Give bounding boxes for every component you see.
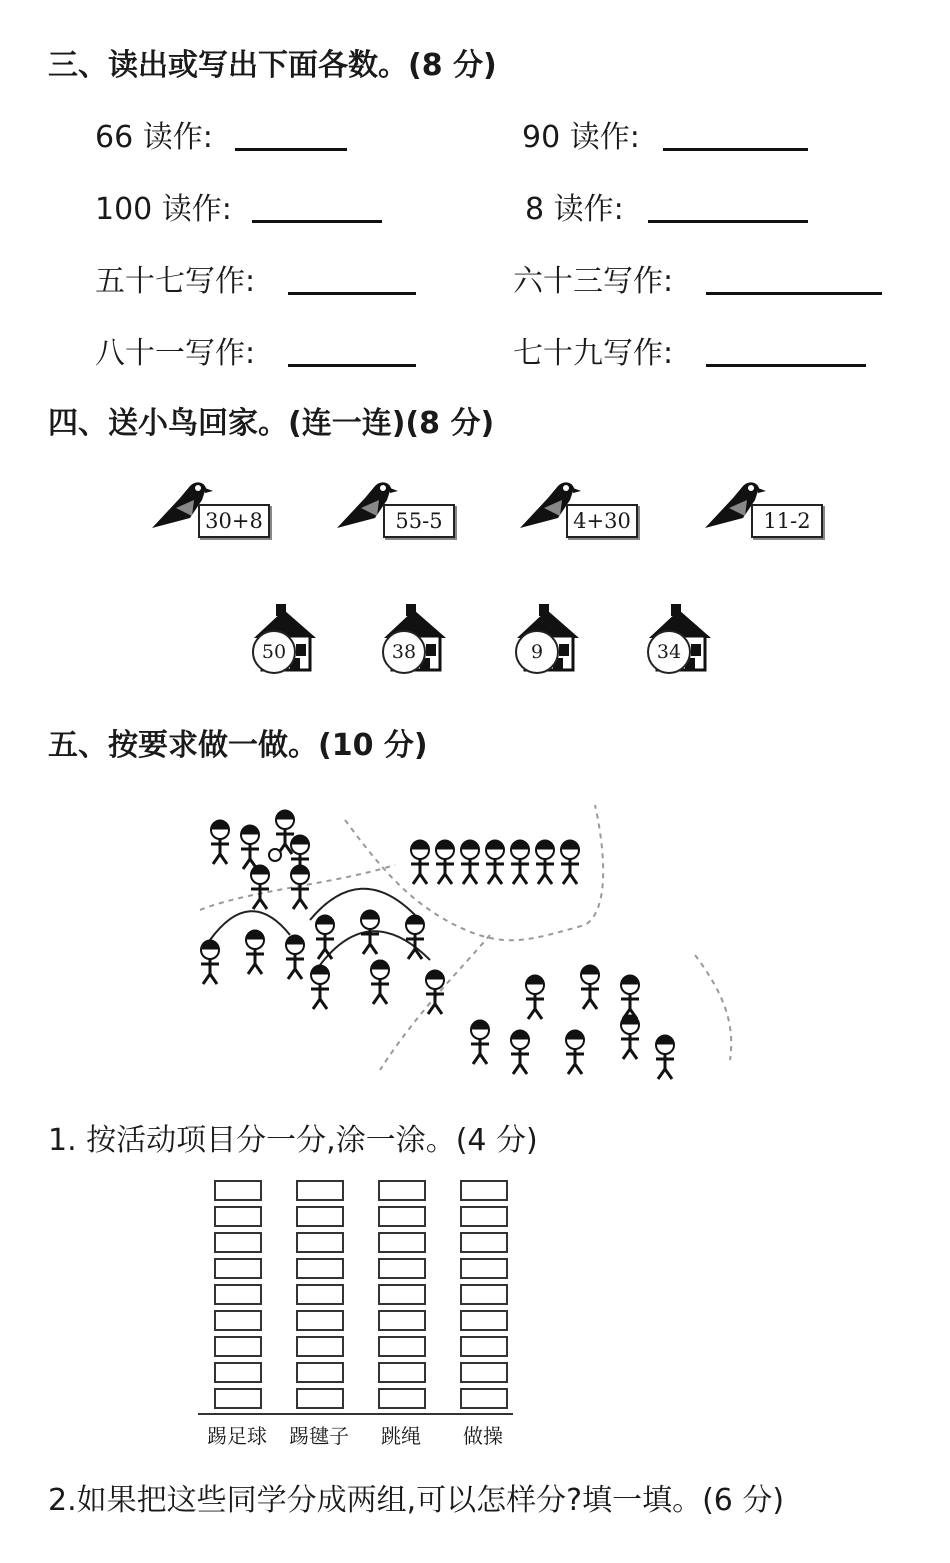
- children-activities-illustration: [190, 800, 740, 1085]
- child-figure: [241, 825, 259, 869]
- house-number: 38: [382, 630, 426, 674]
- coloring-cell[interactable]: [378, 1362, 426, 1383]
- answer-blank-81[interactable]: [288, 364, 416, 367]
- coloring-cell[interactable]: [214, 1336, 262, 1357]
- coloring-cell[interactable]: [378, 1284, 426, 1305]
- child-figure: [561, 840, 579, 884]
- chart-column: [378, 1180, 428, 1414]
- coloring-cell[interactable]: [296, 1310, 344, 1331]
- coloring-cell[interactable]: [296, 1362, 344, 1383]
- question-2: 2.如果把这些同学分成两组,可以怎样分?填一填。(6 分): [48, 1483, 785, 1518]
- coloring-cell[interactable]: [296, 1284, 344, 1305]
- read-item-90: 90 读作:: [522, 120, 640, 155]
- coloring-cell[interactable]: [296, 1258, 344, 1279]
- bird-expression: 30+8: [198, 504, 270, 538]
- coloring-cell[interactable]: [460, 1388, 508, 1409]
- bird-4[interactable]: [703, 478, 843, 548]
- section4-heading: 四、送小鸟回家。(连一连)(8 分): [48, 406, 495, 441]
- coloring-cell[interactable]: [460, 1258, 508, 1279]
- coloring-cell[interactable]: [378, 1310, 426, 1331]
- house-number: 34: [647, 630, 691, 674]
- coloring-cell[interactable]: [296, 1232, 344, 1253]
- child-figure: [471, 1020, 489, 1064]
- read-item-66: 66 读作:: [95, 120, 213, 155]
- child-figure: [461, 840, 479, 884]
- coloring-cell[interactable]: [214, 1206, 262, 1227]
- child-figure: [581, 965, 599, 1009]
- bird-expression: 4+30: [566, 504, 638, 538]
- chart-column: [296, 1180, 346, 1414]
- child-figure: [201, 940, 219, 984]
- coloring-cell[interactable]: [378, 1180, 426, 1201]
- child-figure: [251, 865, 269, 909]
- house-4[interactable]: [645, 600, 715, 675]
- child-figure: [566, 1030, 584, 1074]
- coloring-cell[interactable]: [296, 1180, 344, 1201]
- write-item-79: 七十九写作:: [513, 336, 674, 371]
- coloring-cell[interactable]: [460, 1284, 508, 1305]
- child-figure: [536, 840, 554, 884]
- child-figure: [291, 865, 309, 909]
- child-figure: [511, 1030, 529, 1074]
- coloring-cell[interactable]: [378, 1258, 426, 1279]
- section3-heading: 三、读出或写出下面各数。(8 分): [48, 48, 497, 83]
- answer-blank-63[interactable]: [706, 292, 882, 295]
- read-item-8: 8 读作:: [525, 192, 624, 227]
- answer-blank-100[interactable]: [252, 220, 382, 223]
- coloring-cell[interactable]: [460, 1336, 508, 1357]
- child-figure: [311, 965, 329, 1009]
- bird-3[interactable]: [518, 478, 658, 548]
- coloring-cell[interactable]: [460, 1362, 508, 1383]
- child-figure: [426, 970, 444, 1014]
- chart-category-label: 跳绳: [381, 1424, 421, 1448]
- bird-1[interactable]: [150, 478, 290, 548]
- bird-expression: 11-2: [751, 504, 823, 538]
- bird-expression: 55-5: [383, 504, 455, 538]
- coloring-cell[interactable]: [378, 1388, 426, 1409]
- coloring-cell[interactable]: [460, 1232, 508, 1253]
- bird-2[interactable]: [335, 478, 475, 548]
- house-1[interactable]: [250, 600, 320, 675]
- child-figure: [511, 840, 529, 884]
- chart-category-label: 做操: [463, 1424, 503, 1448]
- coloring-cell[interactable]: [214, 1388, 262, 1409]
- chart-category-label: 踢足球: [207, 1424, 267, 1448]
- coloring-cell[interactable]: [460, 1180, 508, 1201]
- coloring-cell[interactable]: [296, 1388, 344, 1409]
- coloring-cell[interactable]: [214, 1232, 262, 1253]
- child-figure: [436, 840, 454, 884]
- answer-blank-66[interactable]: [235, 148, 347, 151]
- child-figure: [246, 930, 264, 974]
- read-item-100: 100 读作:: [95, 192, 232, 227]
- child-figure: [656, 1035, 674, 1079]
- child-figure: [411, 840, 429, 884]
- house-number: 9: [515, 630, 559, 674]
- coloring-cell[interactable]: [214, 1258, 262, 1279]
- coloring-cell[interactable]: [214, 1310, 262, 1331]
- chart-column: [214, 1180, 264, 1414]
- answer-blank-8[interactable]: [648, 220, 808, 223]
- house-2[interactable]: [380, 600, 450, 675]
- coloring-cell[interactable]: [214, 1362, 262, 1383]
- child-figure: [621, 975, 639, 1019]
- child-figure: [621, 1015, 639, 1059]
- write-item-81: 八十一写作:: [95, 336, 256, 371]
- chart-baseline: [198, 1413, 513, 1415]
- write-item-57: 五十七写作:: [95, 264, 256, 299]
- write-item-63: 六十三写作:: [513, 264, 674, 299]
- coloring-cell[interactable]: [378, 1336, 426, 1357]
- coloring-cell[interactable]: [296, 1206, 344, 1227]
- coloring-cell[interactable]: [214, 1180, 262, 1201]
- child-figure: [371, 960, 389, 1004]
- question-1: 1. 按活动项目分一分,涂一涂。(4 分): [48, 1123, 538, 1158]
- section5-heading: 五、按要求做一做。(10 分): [48, 728, 428, 763]
- child-figure: [286, 935, 304, 979]
- soccer-ball-icon: [269, 849, 281, 861]
- coloring-cell[interactable]: [460, 1206, 508, 1227]
- answer-blank-57[interactable]: [288, 292, 416, 295]
- child-figure: [526, 975, 544, 1019]
- house-number: 50: [252, 630, 296, 674]
- answer-blank-79[interactable]: [706, 364, 866, 367]
- answer-blank-90[interactable]: [663, 148, 808, 151]
- child-figure: [211, 820, 229, 864]
- chart-column: [460, 1180, 510, 1414]
- coloring-cell[interactable]: [214, 1284, 262, 1305]
- coloring-cell[interactable]: [460, 1310, 508, 1331]
- chart-category-label: 踢毽子: [289, 1424, 349, 1448]
- child-figure: [486, 840, 504, 884]
- coloring-cell[interactable]: [296, 1336, 344, 1357]
- coloring-cell[interactable]: [378, 1206, 426, 1227]
- coloring-cell[interactable]: [378, 1232, 426, 1253]
- house-3[interactable]: [513, 600, 583, 675]
